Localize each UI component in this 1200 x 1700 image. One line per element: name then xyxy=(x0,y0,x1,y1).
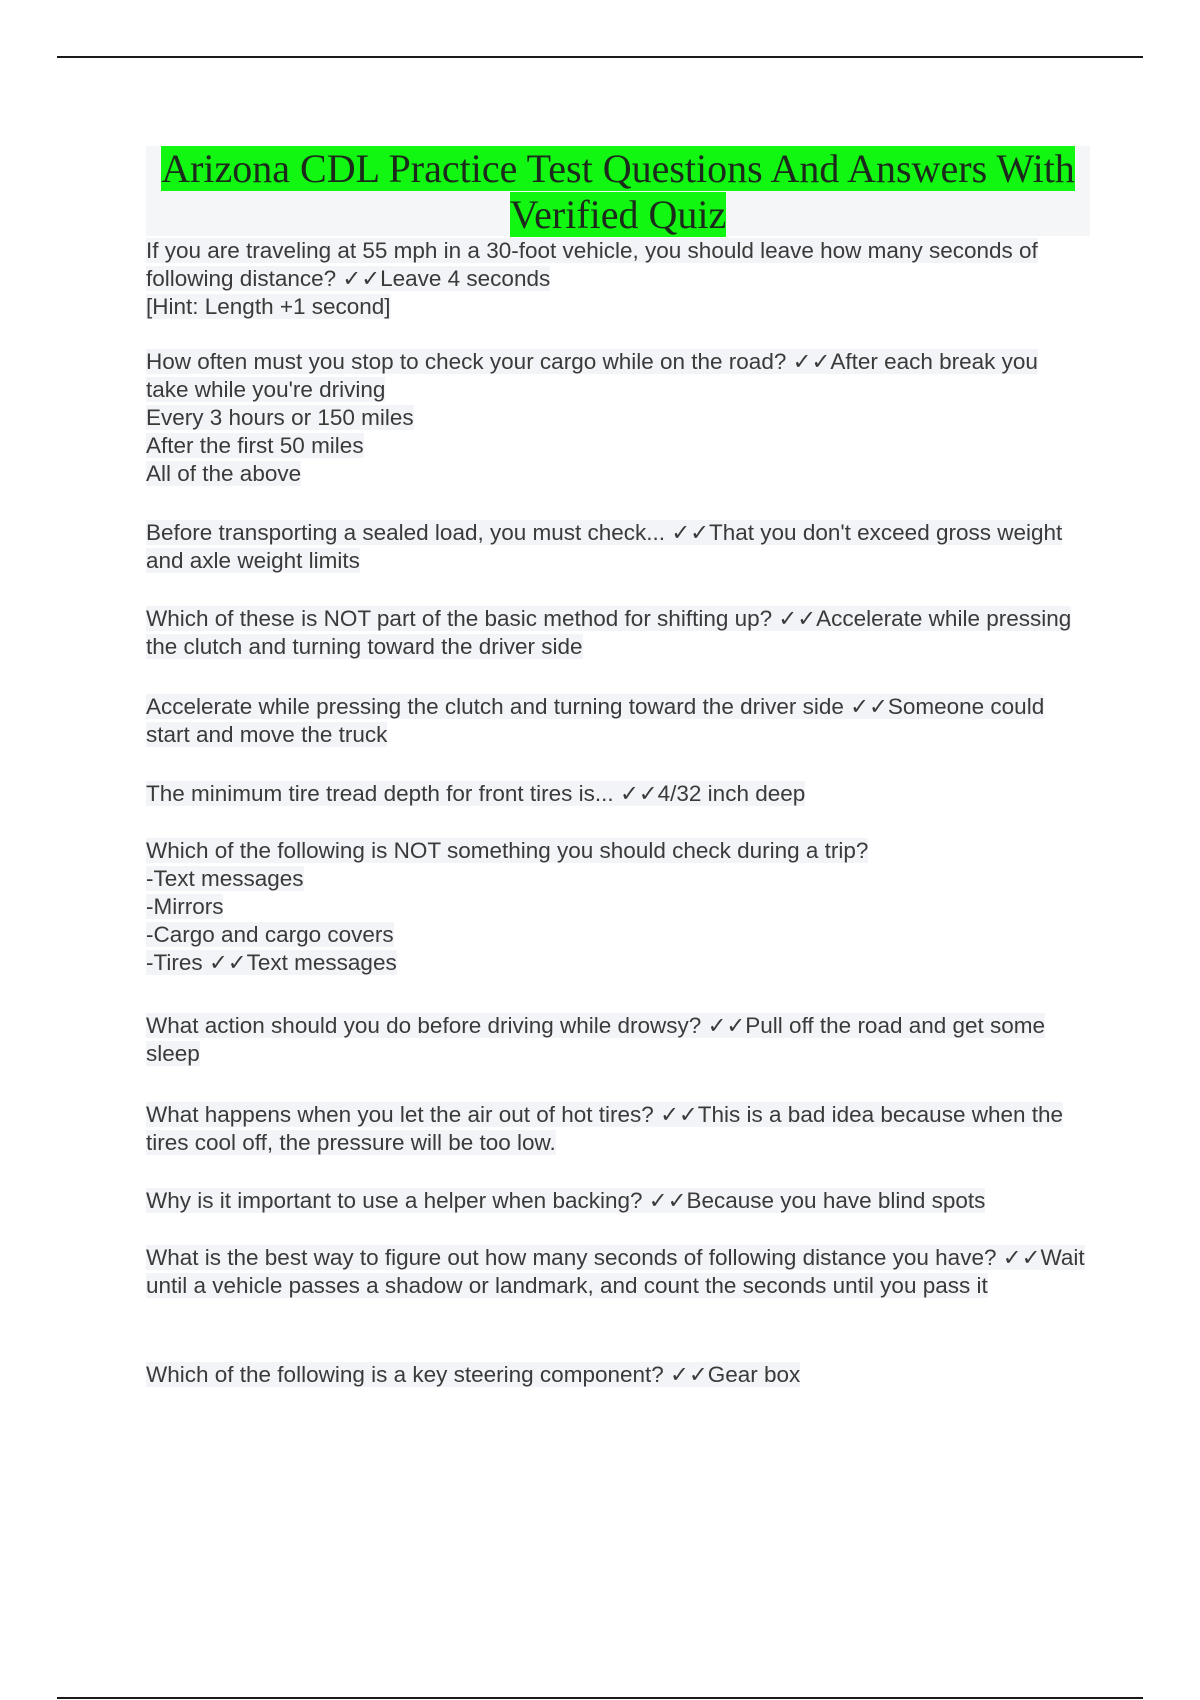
qa-item-8 xyxy=(146,1012,1076,1068)
qa-item-5 xyxy=(146,693,1086,749)
option-2-2: After the first 50 miles xyxy=(146,433,364,458)
qa-item-10 xyxy=(146,1187,1096,1215)
option-2-3: All of the above xyxy=(146,461,302,486)
title-line-2: Verified Quiz xyxy=(509,192,727,237)
qa-item-1 xyxy=(146,237,1096,321)
bottom-rule xyxy=(57,1697,1143,1699)
option-7-4: -Tires xyxy=(146,950,203,975)
question-5: Accelerate while pressing the clutch and turning toward the driver side xyxy=(146,694,844,719)
qa-item-4 xyxy=(146,605,1076,661)
hint-1: [Hint: Length +1 second] xyxy=(146,294,391,319)
answer-12: ✓✓Gear box xyxy=(670,1362,801,1387)
question-8: What action should you do before driving while drowsy? xyxy=(146,1013,702,1038)
answer-10: ✓✓Because you have blind spots xyxy=(648,1188,986,1213)
answer-11: ✓✓Wait until a vehicle passes a shadow or landmark, and count the seconds until you pass it xyxy=(146,1245,1085,1298)
qa-item-9 xyxy=(146,1101,1076,1157)
question-1: If you are traveling at 55 mph in a 30-foot vehicle, you should leave how many seconds of following distance? xyxy=(146,238,1038,291)
answer-5: ✓✓Someone could start and move the truck xyxy=(146,694,1045,747)
answer-9: ✓✓This is a bad idea because when the tires cool off, the pressure will be too low. xyxy=(146,1102,1064,1155)
answer-1: ✓✓Leave 4 seconds xyxy=(342,266,551,291)
question-4: Which of these is NOT part of the basic method for shifting up? xyxy=(146,606,773,631)
question-3: Before transporting a sealed load, you must check... xyxy=(146,520,666,545)
option-2-1: Every 3 hours or 150 miles xyxy=(146,405,414,430)
qa-item-12 xyxy=(146,1361,1096,1389)
answer-6: ✓✓4/32 inch deep xyxy=(619,781,806,806)
question-12: Which of the following is a key steering component? xyxy=(146,1362,664,1387)
page-title xyxy=(146,146,1090,236)
title-line-1: Arizona CDL Practice Test Questions And Answers With xyxy=(161,146,1075,191)
question-11: What is the best way to figure out how many seconds of following distance you have? xyxy=(146,1245,997,1270)
question-6: The minimum tire tread depth for front tires is... xyxy=(146,781,614,806)
qa-item-7 xyxy=(146,837,1086,977)
option-7-2: -Mirrors xyxy=(146,894,224,919)
qa-item-3 xyxy=(146,519,1086,575)
question-7: Which of the following is NOT something you should check during a trip? xyxy=(146,838,869,863)
answer-7: ✓✓Text messages xyxy=(208,950,397,975)
answer-4: ✓✓Accelerate while pressing the clutch and turning toward the driver side xyxy=(146,606,1072,659)
question-9: What happens when you let the air out of hot tires? xyxy=(146,1102,654,1127)
qa-item-2 xyxy=(146,348,1086,488)
top-rule xyxy=(57,56,1143,58)
qa-item-6 xyxy=(146,780,1086,808)
question-2: How often must you stop to check your cargo while on the road? xyxy=(146,349,787,374)
qa-item-11 xyxy=(146,1244,1096,1300)
option-7-3: -Cargo and cargo covers xyxy=(146,922,394,947)
answer-2: ✓✓After each break you take while you're driving xyxy=(146,349,1038,402)
question-10: Why is it important to use a helper when backing? xyxy=(146,1188,643,1213)
answer-3: ✓✓That you don't exceed gross weight and axle weight limits xyxy=(146,520,1063,573)
option-7-1: -Text messages xyxy=(146,866,304,891)
answer-8: ✓✓Pull off the road and get some sleep xyxy=(146,1013,1046,1066)
